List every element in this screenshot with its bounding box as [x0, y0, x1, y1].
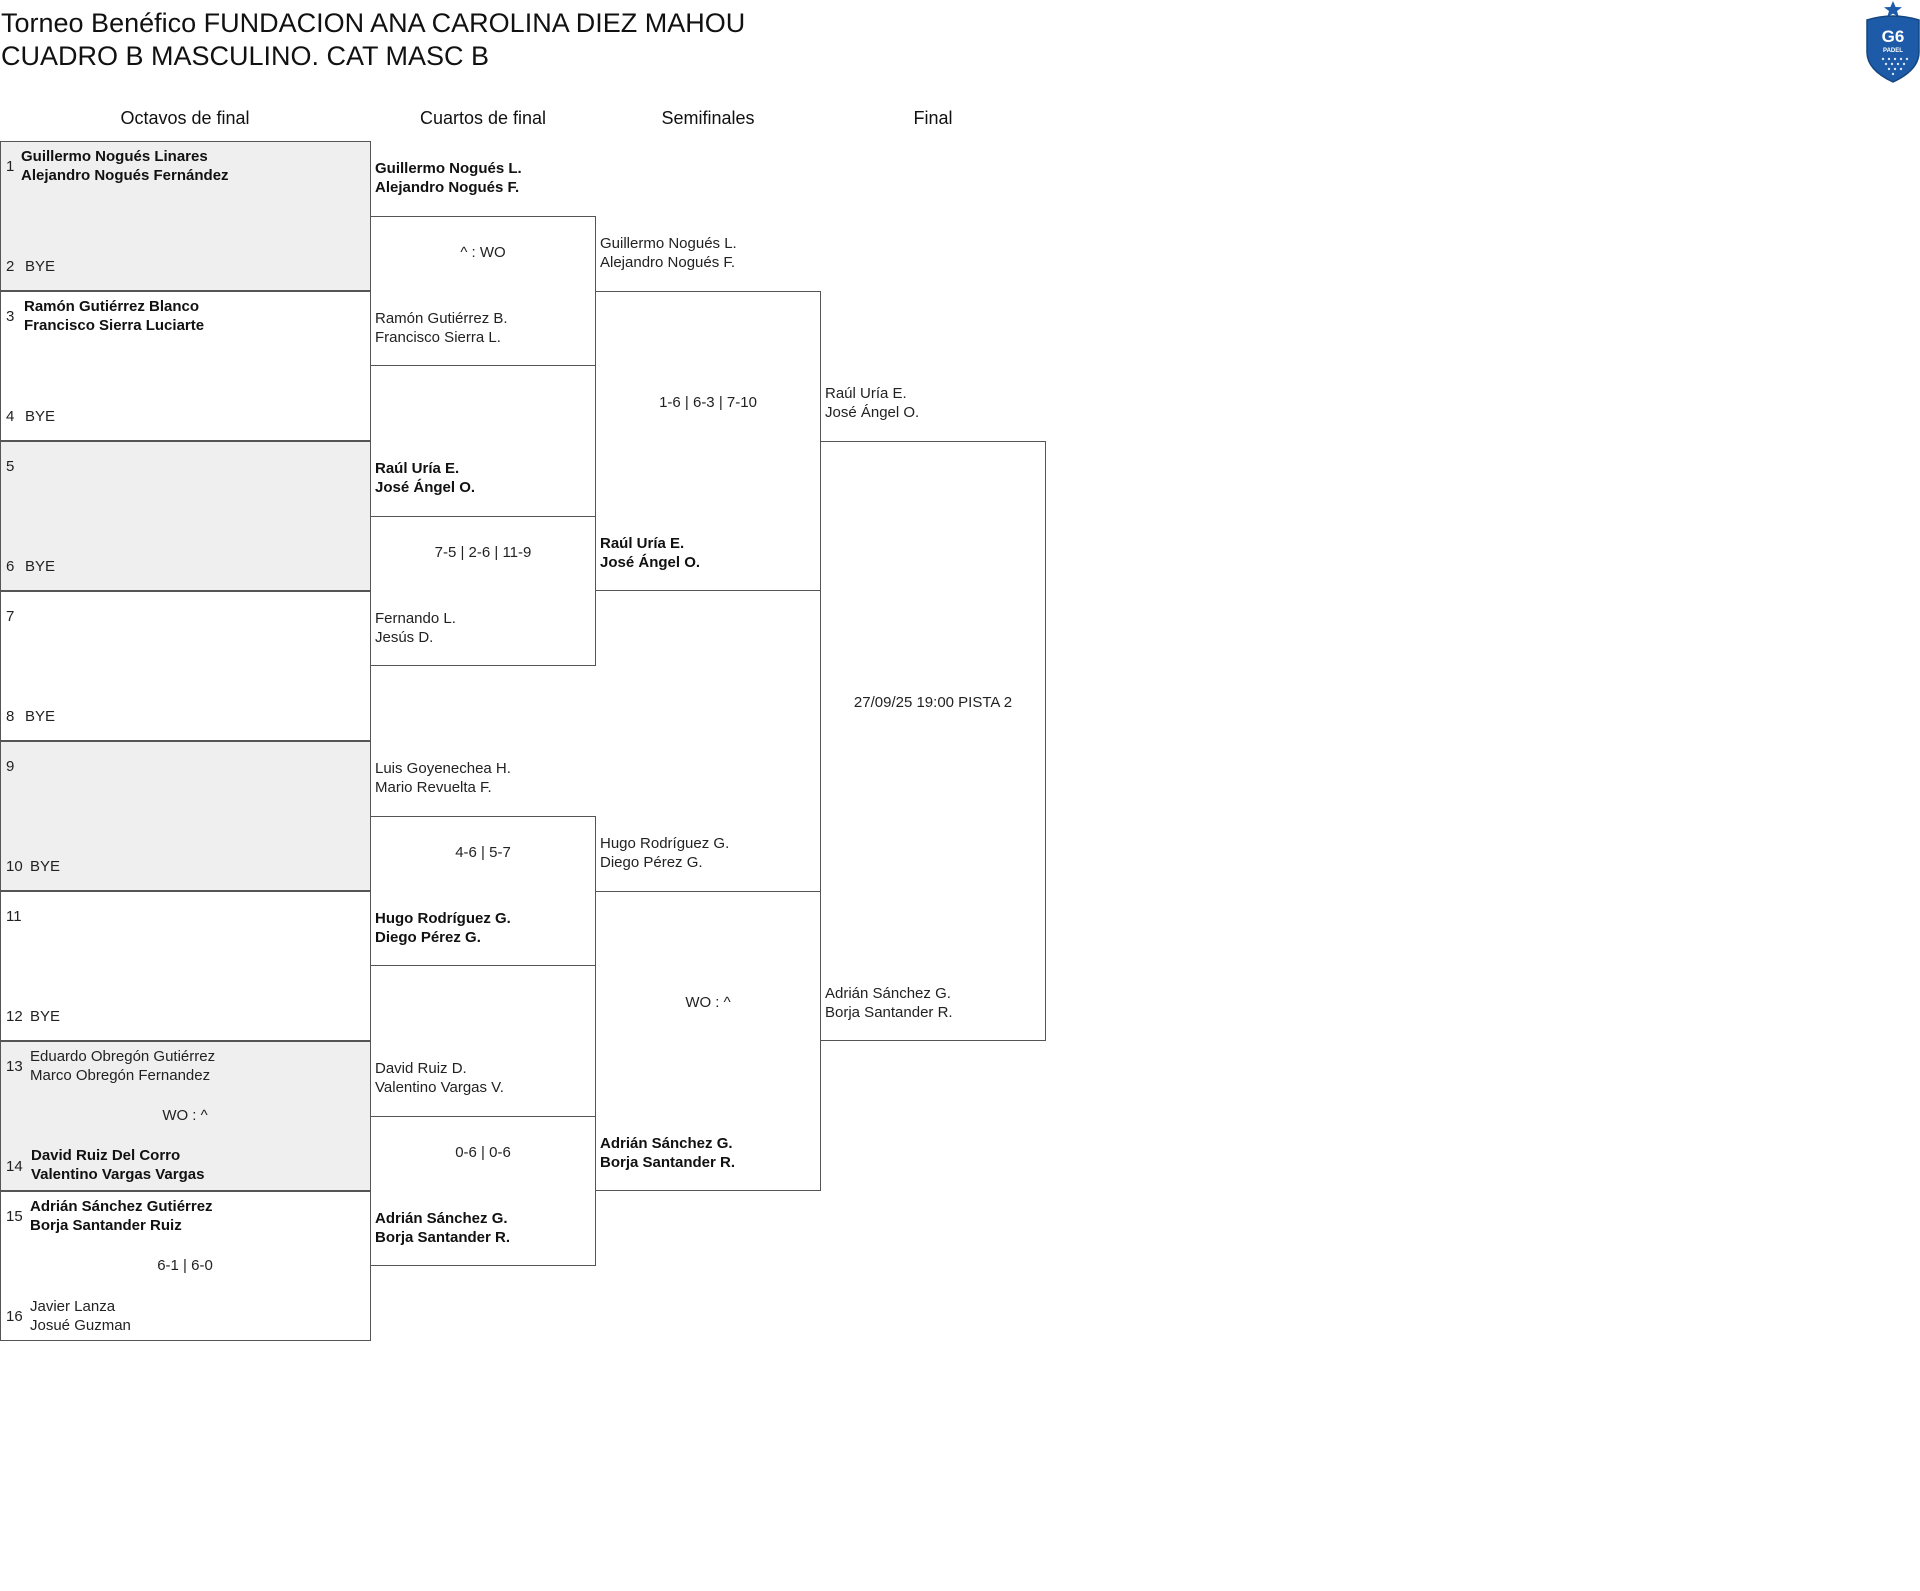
tournament-title: Torneo Benéfico FUNDACION ANA CAROLINA DIEZ MAHOU — [1, 8, 746, 38]
player-name: Raúl Uría E. — [600, 535, 685, 552]
player-name: Hugo Rodríguez G. — [600, 835, 730, 852]
player-name: BYE — [25, 408, 56, 425]
player-name: Alejandro Nogués F. — [375, 179, 520, 196]
seed-number: 2 — [6, 258, 15, 275]
player-name: Borja Santander R. — [600, 1154, 736, 1171]
player-name: Adrián Sánchez G. — [375, 1210, 508, 1227]
player-name: BYE — [30, 858, 61, 875]
player-name: Jesús D. — [375, 629, 434, 646]
player-name: Guillermo Nogués L. — [375, 160, 522, 177]
player-name: José Ángel O. — [825, 404, 920, 421]
draw-subtitle: CUADRO B MASCULINO. CAT MASC B — [1, 41, 490, 71]
player-name: Borja Santander R. — [825, 1004, 953, 1021]
round-header-r16: Octavos de final — [120, 108, 250, 128]
player-name: Francisco Sierra L. — [375, 329, 501, 346]
match-score: WO : ^ — [162, 1107, 208, 1124]
seed-number: 14 — [6, 1158, 23, 1175]
player-name: Raúl Uría E. — [825, 385, 907, 402]
player-name: Raúl Uría E. — [375, 460, 460, 477]
seed-number: 13 — [6, 1058, 23, 1075]
r16-match-4 — [0, 591, 371, 741]
logo-text: G6 — [1881, 27, 1905, 46]
player-name: Josué Guzman — [30, 1317, 131, 1334]
seed-number: 1 — [6, 158, 15, 175]
player-name: Borja Santander Ruiz — [30, 1217, 182, 1234]
round-header-sf: Semifinales — [661, 108, 755, 128]
logo-subtext: PADEL — [1883, 48, 1903, 54]
player-name: BYE — [25, 258, 56, 275]
player-name: Adrián Sánchez G. — [825, 985, 951, 1002]
player-name: Diego Pérez G. — [600, 854, 703, 871]
seed-number: 10 — [6, 858, 23, 875]
player-name: Mario Revuelta F. — [375, 779, 492, 796]
player-name: BYE — [25, 558, 56, 575]
seed-number: 9 — [6, 758, 15, 775]
player-name: David Ruiz D. — [375, 1060, 467, 1077]
seed-number: 5 — [6, 458, 15, 475]
seed-number: 6 — [6, 558, 15, 575]
player-name: Diego Pérez G. — [375, 929, 481, 946]
match-score: 4-6 | 5-7 — [455, 844, 511, 861]
player-name: Alejandro Nogués F. — [600, 254, 736, 271]
match-score: ^ : WO — [460, 244, 506, 261]
seed-number: 3 — [6, 308, 15, 325]
match-score: WO : ^ — [685, 994, 731, 1011]
player-name: BYE — [30, 1008, 61, 1025]
player-name: Marco Obregón Fernandez — [30, 1067, 211, 1084]
player-name: Adrián Sánchez G. — [600, 1135, 733, 1152]
match-score: 7-5 | 2-6 | 11-9 — [434, 544, 532, 561]
player-name: Adrián Sánchez Gutiérrez — [30, 1198, 213, 1215]
match-score: 1-6 | 6-3 | 7-10 — [659, 394, 757, 411]
final-schedule: 27/09/25 19:00 PISTA 2 — [853, 694, 1013, 711]
seed-number: 8 — [6, 708, 15, 725]
player-name: Guillermo Nogués Linares — [21, 148, 208, 165]
g6-padel-shield-logo-icon — [1864, 0, 1920, 84]
seed-number: 7 — [6, 608, 15, 625]
player-name: Javier Lanza — [30, 1298, 116, 1315]
g6-padel-logo — [1864, 0, 1920, 84]
player-name: Ramón Gutiérrez B. — [375, 310, 508, 327]
seed-number: 15 — [6, 1208, 23, 1225]
player-name: David Ruiz Del Corro — [31, 1147, 181, 1164]
player-name: BYE — [25, 708, 56, 725]
seed-number: 4 — [6, 408, 15, 425]
final-match — [820, 441, 1046, 1041]
player-name: Luis Goyenechea H. — [375, 760, 511, 777]
player-name: Valentino Vargas Vargas — [31, 1166, 205, 1183]
player-name: José Ángel O. — [600, 554, 701, 571]
player-name: Francisco Sierra Luciarte — [24, 317, 205, 334]
seed-number: 12 — [6, 1008, 23, 1025]
player-name: Guillermo Nogués L. — [600, 235, 737, 252]
match-score: 6-1 | 6-0 — [157, 1257, 213, 1274]
match-score: 0-6 | 0-6 — [455, 1144, 511, 1161]
player-name: Hugo Rodríguez G. — [375, 910, 511, 927]
r16-match-3 — [0, 441, 371, 591]
player-name: Borja Santander R. — [375, 1229, 511, 1246]
seed-number: 11 — [6, 908, 22, 925]
seed-number: 16 — [6, 1308, 23, 1325]
player-name: Alejandro Nogués Fernández — [21, 167, 229, 184]
player-name: Fernando L. — [375, 610, 456, 627]
round-header-qf: Cuartos de final — [419, 108, 547, 128]
player-name: Ramón Gutiérrez Blanco — [24, 298, 200, 315]
round-header-final: Final — [913, 108, 953, 128]
player-name: José Ángel O. — [375, 479, 476, 496]
player-name: Valentino Vargas V. — [375, 1079, 504, 1096]
player-name: Eduardo Obregón Gutiérrez — [30, 1048, 216, 1065]
